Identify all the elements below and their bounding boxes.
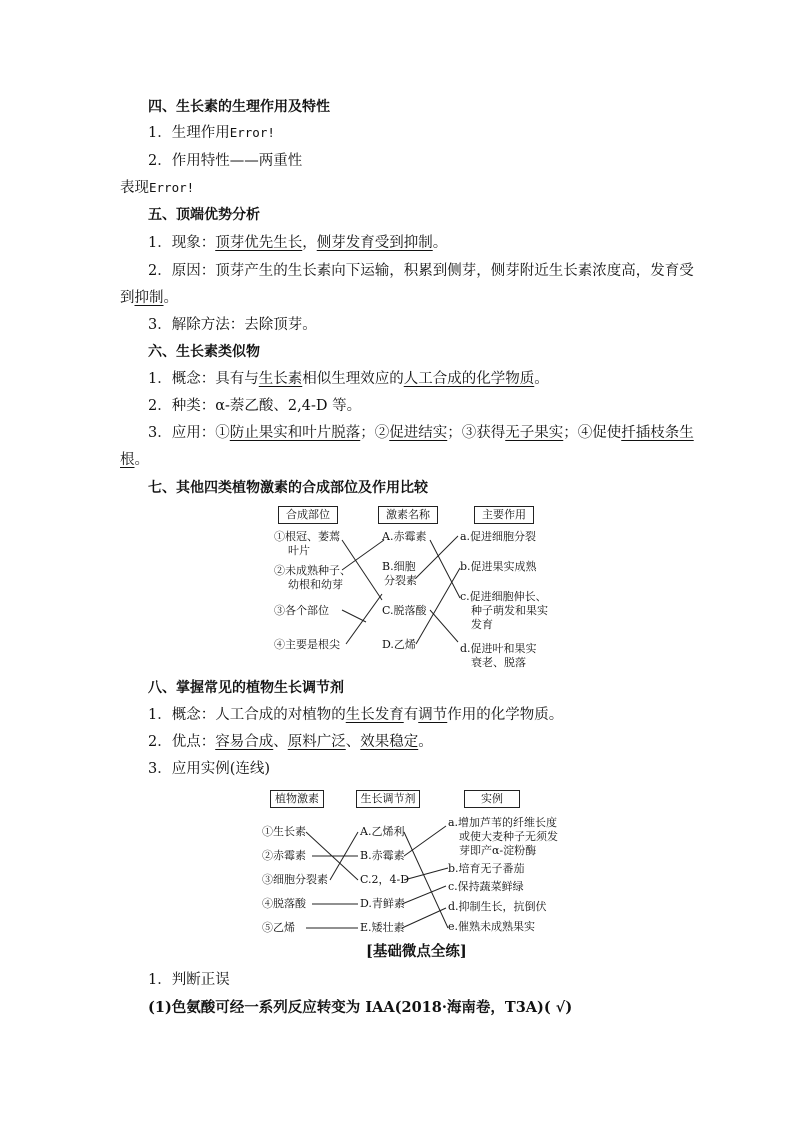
sec4-line-1-text: 1．生理作用 xyxy=(148,125,230,141)
text: 3．应用：① xyxy=(148,425,230,441)
underlined-answer: 促进结实 xyxy=(389,425,448,441)
text: 作用的化学物质。 xyxy=(447,707,564,723)
underlined-answer: 容易合成 xyxy=(215,734,274,750)
text: ；③获得 xyxy=(447,425,506,441)
question-1: (1)色氨酸可经一系列反应转变为 IAA(2018·海南卷，T3A)( √) xyxy=(148,999,573,1016)
regulator-A: A.乙烯利 xyxy=(360,825,405,838)
site-1: ①根冠、萎蔫 xyxy=(274,530,340,543)
example-b: b.培育无子番茄 xyxy=(448,862,525,875)
regulator-E: E.矮壮素 xyxy=(360,921,405,934)
site-1-cont: 叶片 xyxy=(288,544,310,557)
punct: 、 xyxy=(345,734,361,750)
hormone-C: C.脱落酸 xyxy=(382,604,427,617)
underlined-answer: 效果稳定 xyxy=(360,734,419,750)
hormone-2: ②赤霉素 xyxy=(262,849,306,862)
underlined-answer: 根 xyxy=(120,452,135,468)
punct: 。 xyxy=(432,235,448,251)
sec6-line-3 xyxy=(148,423,694,443)
error-text: Error! xyxy=(229,125,275,140)
regulator-B: B.赤霉素 xyxy=(360,849,405,862)
text: 1．概念：人工合成的对植物的 xyxy=(148,707,346,723)
label: 1．现象： xyxy=(148,235,216,251)
judge-heading: 1．判断正误 xyxy=(148,972,230,988)
sec6-line-3-cont xyxy=(120,450,149,470)
link-A-e xyxy=(404,832,448,928)
link-C-b xyxy=(404,868,448,880)
hormone-5: ⑤乙烯 xyxy=(262,921,295,934)
text: 1．概念：具有与 xyxy=(148,371,259,387)
hormone-B: B.细胞 xyxy=(382,560,416,573)
underlined-answer: 无子果实 xyxy=(505,425,564,441)
underlined-answer: 调节 xyxy=(418,707,448,723)
site-2-cont: 幼根和幼芽 xyxy=(288,578,343,591)
sec4-line-2: 2．作用特性——两重性 xyxy=(148,153,303,169)
punct: 。 xyxy=(163,290,178,306)
section-7-title: 七、其他四类植物激素的合成部位及作用比较 xyxy=(148,480,428,496)
section-4-title: 四、生长素的生理作用及特性 xyxy=(148,99,330,115)
hormone-B-cont: 分裂素 xyxy=(384,574,417,587)
underlined-answer: 原料广泛 xyxy=(287,734,346,750)
sec4-line-1 xyxy=(148,123,275,143)
regulator-matching-diagram xyxy=(258,786,568,936)
punct: 、 xyxy=(273,734,288,750)
sec8-line-2 xyxy=(148,732,433,752)
site-2: ②未成熟种子、 xyxy=(274,564,351,577)
text: 2．优点： xyxy=(148,734,216,750)
header-effect: 主要作用 xyxy=(474,506,534,524)
hormone-D: D.乙烯 xyxy=(382,638,416,651)
section-6-title: 六、生长素类似物 xyxy=(148,344,260,360)
error-text: Error! xyxy=(149,180,195,195)
header-regulator: 生长调节剂 xyxy=(356,790,420,808)
punct: ， xyxy=(302,235,317,251)
effect-b: b.促进果实成熟 xyxy=(460,560,537,573)
regulator-C: C.2，4-D xyxy=(360,873,410,886)
effect-c-cont: 种子萌发和果实 xyxy=(471,604,548,617)
link-E-d xyxy=(402,908,446,928)
link-C-d xyxy=(430,610,458,642)
punct: 。 xyxy=(418,734,433,750)
hormone-A: A.赤霉素 xyxy=(382,530,427,543)
practice-title: [基础微点全练] xyxy=(366,943,467,960)
text: 有 xyxy=(403,707,419,723)
punct: 。 xyxy=(134,452,149,468)
sec8-line-3: 3．应用实例(连线) xyxy=(148,761,271,777)
example-a-cont: 或使大麦种子无须发 xyxy=(459,830,558,843)
underlined-answer: 抑制 xyxy=(134,290,164,306)
header-site: 合成部位 xyxy=(278,506,338,524)
sec5-line-2-cont xyxy=(120,288,178,308)
sec8-line-1 xyxy=(148,705,563,725)
section-5-title: 五、顶端优势分析 xyxy=(148,207,260,223)
effect-d-cont: 衰老、脱落 xyxy=(471,656,526,669)
sec5-line-3: 3．解除方法：去除顶芽。 xyxy=(148,317,317,333)
text: 相似生理效应的 xyxy=(302,371,404,387)
link-B-a xyxy=(404,826,446,856)
punct: 。 xyxy=(534,371,549,387)
example-a: a.增加芦苇的纤维长度 xyxy=(448,816,558,829)
header-hormone: 植物激素 xyxy=(270,790,324,808)
underlined-answer: 生长素 xyxy=(258,371,303,387)
text: ；② xyxy=(360,425,390,441)
example-e: e.催熟未成熟果实 xyxy=(448,920,536,933)
sec4-line-3-text: 表现 xyxy=(120,180,149,196)
underlined-answer: 扦插枝条生 xyxy=(621,425,694,441)
header-example: 实例 xyxy=(464,790,520,808)
link-3-D xyxy=(342,610,366,622)
underlined-answer: 顶芽优先生长 xyxy=(215,235,303,251)
underlined-answer: 生长发育 xyxy=(345,707,404,723)
effect-a: a.促进细胞分裂 xyxy=(460,530,537,543)
section-8-title: 八、掌握常见的植物生长调节剂 xyxy=(148,680,344,696)
sec6-line-2: 2．种类：α-萘乙酸、2,4-D 等。 xyxy=(148,398,362,414)
hormone-1: ①生长素 xyxy=(262,825,306,838)
hormone-4: ④脱落酸 xyxy=(262,897,306,910)
effect-d: d.促进叶和果实 xyxy=(460,642,537,655)
sec5-line-1 xyxy=(148,233,447,253)
effect-c-cont-2: 发育 xyxy=(471,618,493,631)
sec6-line-1 xyxy=(148,369,549,389)
regulator-D: D.青鲜素 xyxy=(360,897,405,910)
site-4: ④主要是根尖 xyxy=(274,638,340,651)
sec4-line-3 xyxy=(120,178,194,198)
hormone-3: ③细胞分裂素 xyxy=(262,873,328,886)
site-3: ③各个部位 xyxy=(274,604,329,617)
underlined-answer: 防止果实和叶片脱落 xyxy=(229,425,361,441)
effect-c: c.促进细胞伸长、 xyxy=(460,590,547,603)
example-c: c.保持蔬菜鲜绿 xyxy=(448,880,524,893)
example-d: d.抑制生长，抗倒伏 xyxy=(448,900,547,913)
header-hormone: 激素名称 xyxy=(378,506,438,524)
hormone-matching-diagram xyxy=(270,504,560,670)
sec5-line-2: 2．原因：顶芽产生的生长素向下运输，积累到侧芽，侧芽附近生长素浓度高，发育受 xyxy=(148,263,694,279)
underlined-answer: 侧芽发育受到抑制 xyxy=(316,235,433,251)
text: 到 xyxy=(120,290,135,306)
text: ；④促使 xyxy=(563,425,622,441)
link-4-B xyxy=(346,594,382,644)
link-D-c xyxy=(402,886,446,904)
underlined-answer: 人工合成的化学物质 xyxy=(403,371,535,387)
example-a-cont-2: 芽即产α-淀粉酶 xyxy=(459,844,537,857)
